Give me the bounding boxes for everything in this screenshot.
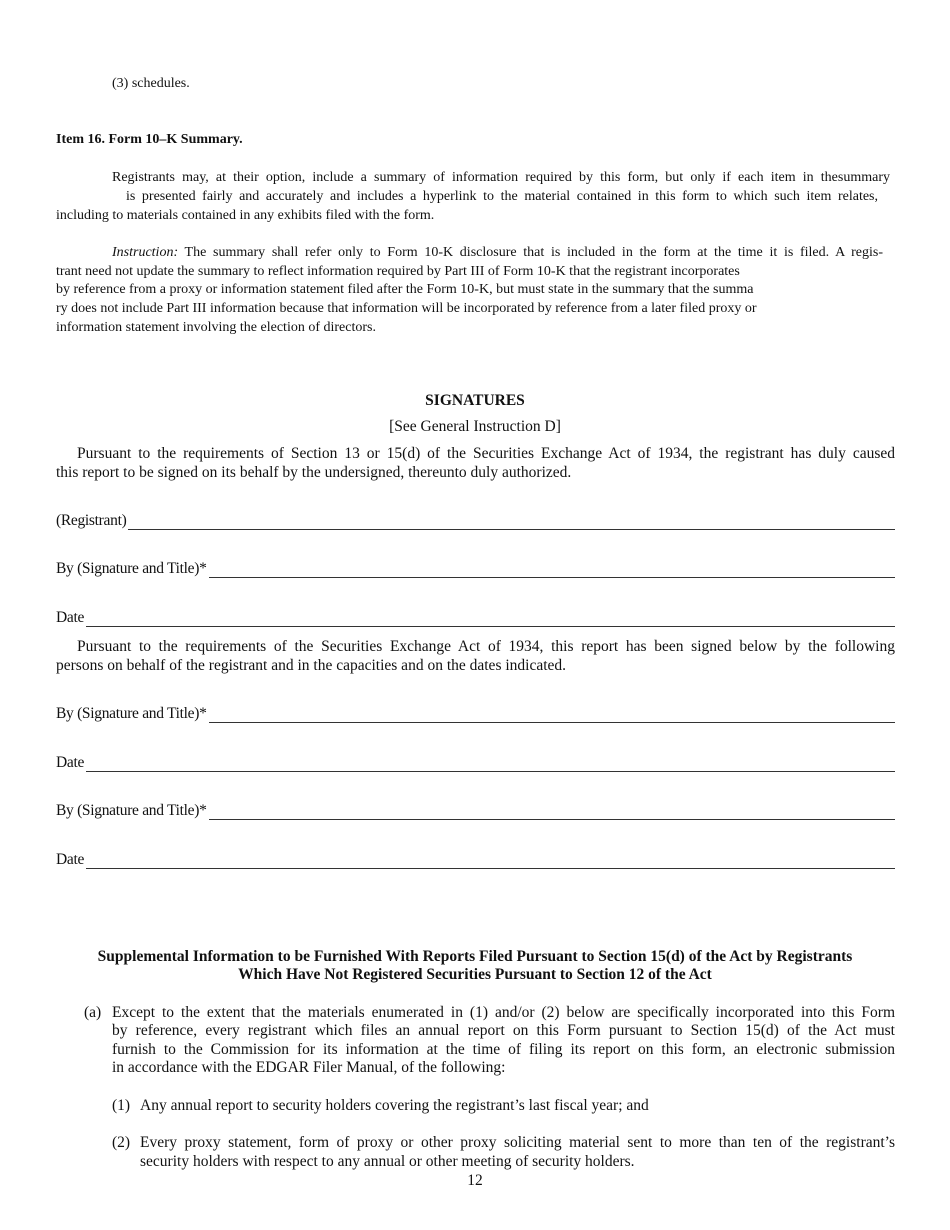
page-number: 12 — [467, 1172, 483, 1189]
instruction-line: trant need not update the summary to reflect information required by Part III of Form 10-K that the registrant incorporates — [56, 264, 740, 279]
item16-para-line: including to materials contained in any exhibits filed with the form. — [56, 208, 435, 223]
item-2-marker: (2) — [112, 1134, 131, 1151]
date-field[interactable] — [56, 849, 895, 869]
signature-title-field[interactable] — [56, 558, 895, 578]
item-2-line: security holders with respect to any annual or other meeting of security holders. — [140, 1153, 635, 1170]
signature-title-field[interactable] — [56, 703, 895, 723]
signatures-para-line: Pursuant to the requirements of Section 13 or 15(d) of the Securities Exchange Act of 1934, the registrant has duly caused — [77, 445, 895, 462]
item-1-marker: (1) — [112, 1097, 131, 1114]
signature-title-label: By (Signature and Title)* — [56, 560, 207, 577]
instruction-first-line — [112, 243, 883, 262]
date-label: Date — [56, 851, 85, 868]
item-a-marker: (a) — [84, 1004, 102, 1021]
signatures-para-line: this report to be signed on its behalf by the undersigned, thereunto duly authorized. — [56, 464, 572, 481]
instruction-line: ry does not include Part III information because that information will be incorporated by reference from a later filed proxy or — [56, 301, 757, 316]
date-field[interactable] — [56, 607, 895, 627]
signature-title-label: By (Signature and Title)* — [56, 802, 207, 819]
signature-line — [128, 514, 895, 530]
registrant-label: (Registrant) — [56, 512, 127, 529]
signature-line — [209, 804, 895, 820]
signature-line — [86, 853, 895, 869]
schedules-line: (3) schedules. — [112, 76, 190, 91]
date-label: Date — [56, 754, 85, 771]
instruction-label: Instruction: — [112, 245, 179, 260]
date-field[interactable] — [56, 752, 895, 772]
signature-line — [86, 756, 895, 772]
signatures-subheading: [See General Instruction D] — [389, 418, 561, 435]
supplemental-heading-line: Supplemental Information to be Furnished With Reports Filed Pursuant to Section 15(d) of the Act by Registrants — [97, 948, 853, 965]
item-a-line: by reference, every registrant which files an annual report on this Form pursuant to Section 15(d) of the Act must — [112, 1022, 895, 1039]
item16-para-line: is presented fairly and accurately and includes a hyperlink to the material contained in this form to which such item relates, — [126, 189, 878, 204]
signature-title-field[interactable] — [56, 800, 895, 820]
date-label: Date — [56, 609, 85, 626]
item16-heading: Item 16. Form 10–K Summary. — [56, 132, 243, 147]
signatures-para-line: persons on behalf of the registrant and in the capacities and on the dates indicated. — [56, 657, 567, 674]
item-1-text: Any annual report to security holders covering the registrant’s last fiscal year; and — [140, 1097, 649, 1114]
signatures-para-line: Pursuant to the requirements of the Securities Exchange Act of 1934, this report has been signed below by the following — [77, 638, 895, 655]
signature-line — [86, 611, 895, 627]
item-a-line: in accordance with the EDGAR Filer Manual, of the following: — [112, 1059, 506, 1076]
supplemental-heading-line: Which Have Not Registered Securities Pursuant to Section 12 of the Act — [238, 966, 712, 983]
instruction-line: information statement involving the election of directors. — [56, 320, 376, 335]
item-2-line: Every proxy statement, form of proxy or other proxy soliciting material sent to more than ten of the registrant’s — [140, 1134, 895, 1151]
item16-para-line: Registrants may, at their option, include a summary of information required by this form, but only if each item in thesummary — [112, 170, 890, 185]
item-a-line: furnish to the Commission for its information at the time of filing its report on this form, an electronic submission — [112, 1041, 895, 1058]
item-a-line: Except to the extent that the materials enumerated in (1) and/or (2) below are specifically incorporated into this Form — [112, 1004, 895, 1021]
signature-line — [209, 707, 895, 723]
instruction-first-text: The summary shall refer only to Form 10-K disclosure that is included in the form at the time it is filed. A regis- — [178, 245, 883, 260]
registrant-field[interactable] — [56, 510, 895, 530]
signatures-heading: SIGNATURES — [425, 392, 525, 409]
signature-line — [209, 562, 895, 578]
signature-title-label: By (Signature and Title)* — [56, 705, 207, 722]
instruction-line: by reference from a proxy or information statement filed after the Form 10-K, but must state in the summary that the summa — [56, 282, 754, 297]
